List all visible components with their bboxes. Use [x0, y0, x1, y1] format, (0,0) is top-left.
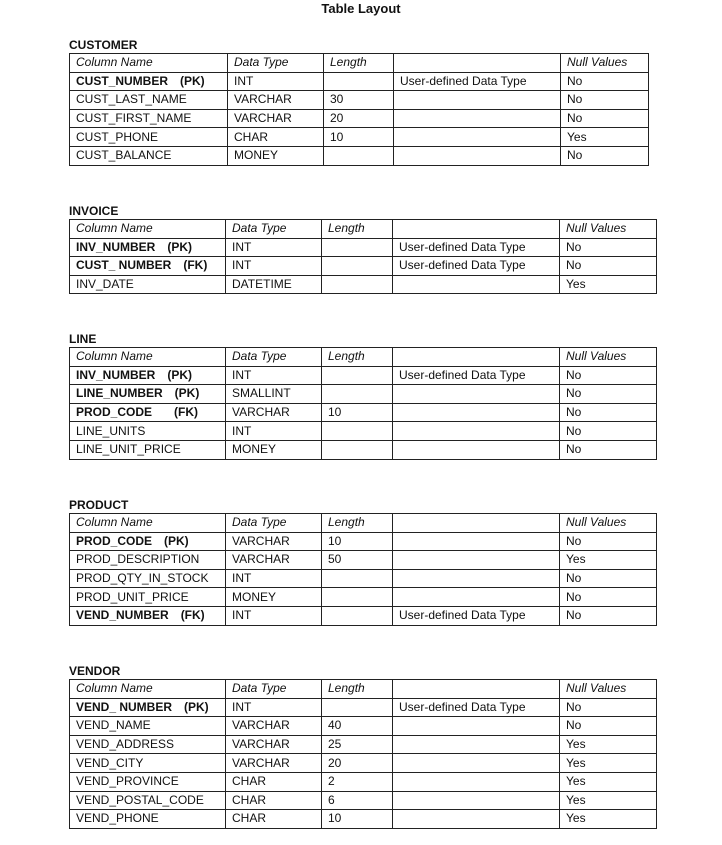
table-row: [70, 569, 657, 588]
data-type-cell: MONEY: [226, 440, 322, 459]
table-header-row: [70, 54, 649, 73]
length-cell: 25: [322, 735, 393, 754]
column-name-cell: [70, 532, 226, 551]
column-name: LINE_UNITS: [76, 423, 146, 438]
data-type-cell: VARCHAR: [228, 91, 324, 110]
length-cell: 10: [322, 810, 393, 829]
table-title: VENDOR: [69, 664, 121, 678]
header-cell-column-name: Column Name: [70, 680, 226, 699]
table-row: [70, 551, 657, 570]
table-title: PRODUCT: [69, 498, 129, 512]
column-name-cell: [70, 275, 226, 294]
note-cell: User-defined Data Type: [393, 698, 560, 717]
table-row: [70, 91, 649, 110]
data-type-cell: VARCHAR: [226, 532, 322, 551]
key-badge: (FK): [183, 258, 208, 273]
section-product: [69, 497, 657, 626]
null-values-cell: No: [560, 403, 657, 422]
data-type-cell: INT: [226, 698, 322, 717]
null-values-cell: Yes: [560, 772, 657, 791]
null-values-cell: No: [560, 717, 657, 736]
length-cell: 6: [322, 791, 393, 810]
column-name-cell: [70, 772, 226, 791]
column-name: VEND_NAME: [76, 718, 151, 733]
table-row: [70, 717, 657, 736]
table-row: [70, 772, 657, 791]
data-type-cell: VARCHAR: [226, 735, 322, 754]
length-cell: [322, 257, 393, 276]
length-cell: 50: [322, 551, 393, 570]
length-cell: 30: [324, 91, 394, 110]
length-cell: [322, 422, 393, 441]
table-row: [70, 588, 657, 607]
note-cell: User-defined Data Type: [393, 238, 560, 257]
column-name: LINE_NUMBER: [76, 386, 163, 401]
column-name-cell: [70, 422, 226, 441]
header-cell-column-name: Column Name: [70, 54, 228, 73]
note-cell: [393, 717, 560, 736]
length-cell: [322, 385, 393, 404]
length-cell: 20: [322, 754, 393, 773]
note-cell: User-defined Data Type: [393, 366, 560, 385]
length-cell: 10: [322, 532, 393, 551]
data-type-cell: INT: [226, 257, 322, 276]
table-row: [70, 735, 657, 754]
column-name: CUST_LAST_NAME: [76, 92, 187, 107]
column-name: VEND_PHONE: [76, 811, 159, 826]
note-cell: [394, 146, 561, 165]
column-name: PROD_DESCRIPTION: [76, 552, 200, 567]
header-cell-null-values: Null Values: [561, 54, 649, 73]
table-row: [70, 385, 657, 404]
note-cell: [393, 551, 560, 570]
data-type-cell: SMALLINT: [226, 385, 322, 404]
column-name-cell: [70, 146, 228, 165]
column-name: VEND_PROVINCE: [76, 774, 179, 789]
key-badge: (FK): [180, 608, 205, 623]
column-name: INV_NUMBER: [76, 239, 156, 254]
data-type-cell: MONEY: [226, 588, 322, 607]
data-type-cell: VARCHAR: [226, 551, 322, 570]
note-cell: [393, 810, 560, 829]
length-cell: [322, 698, 393, 717]
column-name: CUST_BALANCE: [76, 148, 172, 163]
null-values-cell: No: [561, 91, 649, 110]
table-row: [70, 440, 657, 459]
header-cell-column-name: Column Name: [70, 220, 226, 239]
null-values-cell: No: [560, 569, 657, 588]
table-product: [69, 513, 657, 626]
column-name-cell: [70, 810, 226, 829]
note-cell: [393, 772, 560, 791]
section-customer: [69, 37, 649, 166]
note-cell: [394, 109, 561, 128]
null-values-cell: No: [560, 257, 657, 276]
length-cell: [322, 588, 393, 607]
data-type-cell: VARCHAR: [226, 754, 322, 773]
header-cell-length: Length: [322, 348, 393, 367]
column-name-cell: [70, 791, 226, 810]
column-name-cell: [70, 606, 226, 625]
note-cell: [393, 735, 560, 754]
table-row: [70, 146, 649, 165]
length-cell: [322, 440, 393, 459]
header-cell-column-name: Column Name: [70, 514, 226, 533]
null-values-cell: No: [560, 698, 657, 717]
column-name: CUST_FIRST_NAME: [76, 111, 192, 126]
table-row: [70, 754, 657, 773]
note-cell: [394, 128, 561, 147]
header-cell-extra: [393, 514, 560, 533]
header-cell-data-type: Data Type: [228, 54, 324, 73]
table-row: [70, 606, 657, 625]
table-invoice: [69, 219, 657, 294]
key-badge: (PK): [164, 533, 189, 548]
null-values-cell: No: [560, 532, 657, 551]
key-badge: (PK): [180, 73, 205, 88]
table-row: [70, 238, 657, 257]
note-cell: [393, 422, 560, 441]
data-type-cell: VARCHAR: [226, 403, 322, 422]
null-values-cell: No: [560, 422, 657, 441]
key-badge: (PK): [174, 386, 200, 401]
data-type-cell: INT: [226, 422, 322, 441]
null-values-cell: Yes: [560, 791, 657, 810]
null-values-cell: Yes: [561, 128, 649, 147]
column-name-cell: [70, 109, 228, 128]
section-vendor: [69, 663, 657, 829]
data-type-cell: MONEY: [228, 146, 324, 165]
note-cell: [393, 385, 560, 404]
column-name: PROD_CODE: [76, 405, 153, 420]
header-cell-extra: [393, 680, 560, 699]
column-name: PROD_UNIT_PRICE: [76, 589, 189, 604]
column-name-cell: [70, 366, 226, 385]
column-name: PROD_CODE: [76, 533, 153, 548]
table-title: INVOICE: [69, 204, 119, 218]
column-name: VEND_CITY: [76, 755, 144, 770]
data-type-cell: INT: [226, 366, 322, 385]
table-row: [70, 403, 657, 422]
table-row: [70, 366, 657, 385]
column-name-cell: [70, 128, 228, 147]
table-title: LINE: [69, 332, 97, 346]
column-name: CUST_NUMBER: [76, 73, 169, 88]
header-cell-null-values: Null Values: [560, 680, 657, 699]
table-row: [70, 109, 649, 128]
column-name-cell: [70, 403, 226, 422]
column-name: VEND_ NUMBER: [76, 699, 173, 714]
note-cell: [394, 91, 561, 110]
length-cell: [322, 606, 393, 625]
length-cell: 20: [324, 109, 394, 128]
table-row: [70, 257, 657, 276]
column-name: CUST_ NUMBER: [76, 258, 172, 273]
column-name-cell: [70, 440, 226, 459]
key-badge: (FK): [174, 405, 199, 420]
table-header-row: [70, 514, 657, 533]
null-values-cell: Yes: [560, 275, 657, 294]
header-cell-length: Length: [322, 680, 393, 699]
table-row: [70, 791, 657, 810]
data-type-cell: CHAR: [226, 791, 322, 810]
column-name: CUST_PHONE: [76, 129, 159, 144]
data-type-cell: DATETIME: [226, 275, 322, 294]
header-cell-length: Length: [322, 220, 393, 239]
key-badge: (PK): [167, 239, 193, 254]
section-line: [69, 331, 657, 460]
column-name-cell: [70, 698, 226, 717]
length-cell: [322, 238, 393, 257]
note-cell: [393, 791, 560, 810]
data-type-cell: CHAR: [226, 772, 322, 791]
data-type-cell: INT: [226, 569, 322, 588]
null-values-cell: Yes: [560, 754, 657, 773]
length-cell: 10: [324, 128, 394, 147]
column-name-cell: [70, 588, 226, 607]
data-type-cell: INT: [226, 606, 322, 625]
note-cell: [393, 532, 560, 551]
null-values-cell: No: [560, 606, 657, 625]
note-cell: [393, 403, 560, 422]
table-row: [70, 275, 657, 294]
column-name-cell: [70, 754, 226, 773]
length-cell: 2: [322, 772, 393, 791]
header-cell-null-values: Null Values: [560, 514, 657, 533]
table-title: CUSTOMER: [69, 38, 138, 52]
data-type-cell: INT: [228, 72, 324, 91]
key-badge: (PK): [184, 699, 209, 714]
table-header-row: [70, 680, 657, 699]
column-name: VEND_NUMBER: [76, 608, 169, 623]
null-values-cell: No: [560, 588, 657, 607]
table-header-row: [70, 348, 657, 367]
page-title: Table Layout: [321, 1, 401, 16]
column-name-cell: [70, 385, 226, 404]
column-name: VEND_POSTAL_CODE: [76, 792, 204, 807]
table-row: [70, 72, 649, 91]
header-cell-extra: [394, 54, 561, 73]
header-cell-length: Length: [324, 54, 394, 73]
length-cell: [324, 146, 394, 165]
header-cell-data-type: Data Type: [226, 680, 322, 699]
header-cell-null-values: Null Values: [560, 348, 657, 367]
note-cell: [393, 754, 560, 773]
header-cell-extra: [393, 220, 560, 239]
column-name-cell: [70, 257, 226, 276]
null-values-cell: Yes: [560, 551, 657, 570]
null-values-cell: No: [560, 385, 657, 404]
null-values-cell: No: [560, 238, 657, 257]
column-name-cell: [70, 569, 226, 588]
header-cell-column-name: Column Name: [70, 348, 226, 367]
column-name-cell: [70, 717, 226, 736]
key-badge: (PK): [167, 367, 193, 382]
null-values-cell: Yes: [560, 810, 657, 829]
table-line: [69, 347, 657, 460]
note-cell: User-defined Data Type: [393, 257, 560, 276]
length-cell: 40: [322, 717, 393, 736]
column-name-cell: [70, 72, 228, 91]
column-name-cell: [70, 91, 228, 110]
table-row: [70, 422, 657, 441]
column-name: INV_NUMBER: [76, 367, 156, 382]
column-name: VEND_ADDRESS: [76, 737, 175, 752]
column-name: LINE_UNIT_PRICE: [76, 442, 181, 457]
note-cell: [393, 440, 560, 459]
header-cell-data-type: Data Type: [226, 514, 322, 533]
null-values-cell: No: [561, 72, 649, 91]
note-cell: [393, 275, 560, 294]
column-name-cell: [70, 238, 226, 257]
table-row: [70, 810, 657, 829]
header-cell-length: Length: [322, 514, 393, 533]
table-row: [70, 698, 657, 717]
length-cell: [322, 275, 393, 294]
column-name: PROD_QTY_IN_STOCK: [76, 571, 209, 586]
note-cell: User-defined Data Type: [393, 606, 560, 625]
data-type-cell: CHAR: [228, 128, 324, 147]
column-name-cell: [70, 735, 226, 754]
column-name-cell: [70, 551, 226, 570]
length-cell: [322, 366, 393, 385]
data-type-cell: INT: [226, 238, 322, 257]
table-row: [70, 532, 657, 551]
length-cell: [324, 72, 394, 91]
section-invoice: [69, 203, 657, 294]
header-cell-null-values: Null Values: [560, 220, 657, 239]
data-type-cell: CHAR: [226, 810, 322, 829]
header-cell-data-type: Data Type: [226, 220, 322, 239]
null-values-cell: No: [561, 109, 649, 128]
table-customer: [69, 53, 649, 166]
table-row: [70, 128, 649, 147]
table-header-row: [70, 220, 657, 239]
data-type-cell: VARCHAR: [226, 717, 322, 736]
data-type-cell: VARCHAR: [228, 109, 324, 128]
column-name: INV_DATE: [76, 277, 134, 292]
note-cell: [393, 569, 560, 588]
header-cell-extra: [393, 348, 560, 367]
header-cell-data-type: Data Type: [226, 348, 322, 367]
null-values-cell: No: [560, 440, 657, 459]
null-values-cell: Yes: [560, 735, 657, 754]
null-values-cell: No: [560, 366, 657, 385]
note-cell: [393, 588, 560, 607]
null-values-cell: No: [561, 146, 649, 165]
length-cell: 10: [322, 403, 393, 422]
length-cell: [322, 569, 393, 588]
note-cell: User-defined Data Type: [394, 72, 561, 91]
table-vendor: [69, 679, 657, 829]
